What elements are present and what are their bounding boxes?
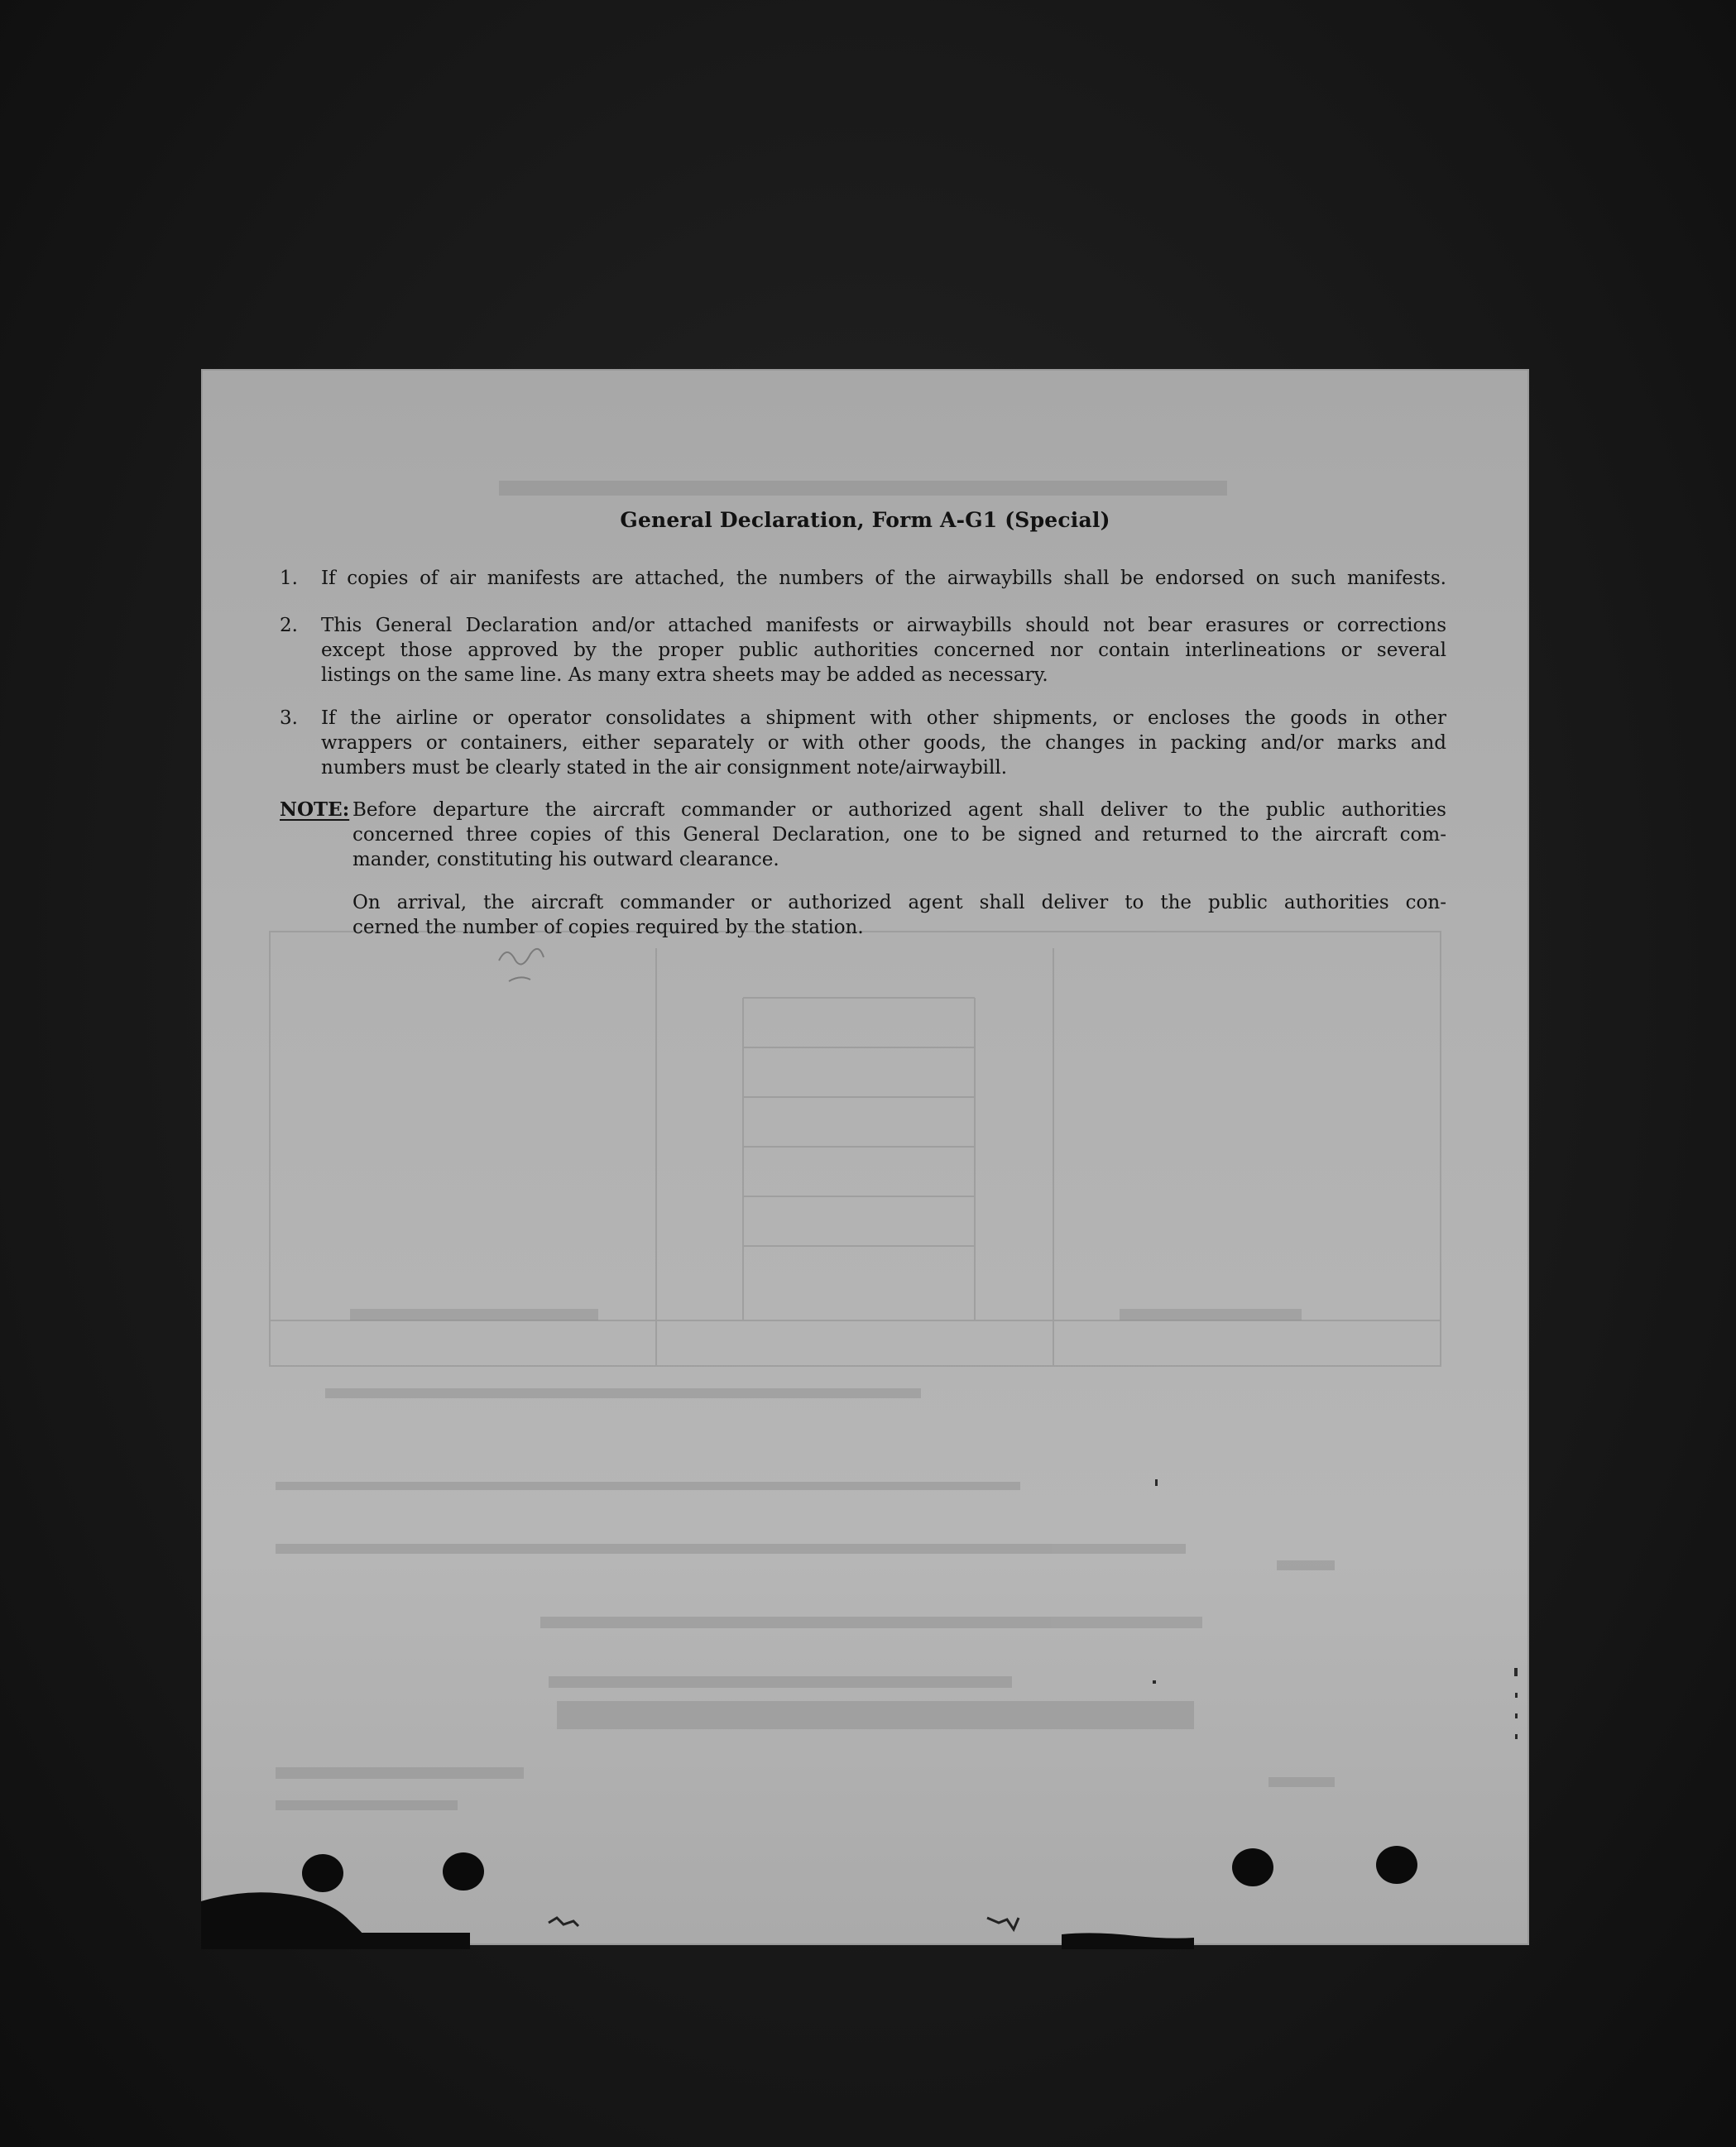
arrival-line: On arrival, the aircraft commander or authorized agent shall deliver to the public authorities con- — [352, 892, 1446, 913]
form-sheet — [201, 369, 1529, 1945]
item-line: wrappers or containers, either separately or with other goods, the changes in packing and/or marks and — [321, 732, 1446, 754]
note-line: concerned three copies of this General Declaration, one to be signed and returned to the aircraft com- — [352, 824, 1446, 846]
punch-hole — [1376, 1846, 1417, 1884]
item-number: 3. — [280, 707, 298, 729]
note-line: mander, constituting his outward clearance. — [352, 849, 779, 870]
punch-hole — [1232, 1848, 1273, 1886]
item-text — [321, 566, 1446, 591]
item-text — [321, 613, 1446, 688]
item-line: If the airline or operator consolidates a shipment with other shipments, or encloses the goods in other — [321, 707, 1446, 729]
arrival-line: cerned the number of copies required by the station. — [352, 917, 864, 938]
item-line: except those approved by the proper public authorities concerned nor contain interlineations or several — [321, 640, 1446, 661]
note-text — [352, 798, 1446, 872]
item-line: numbers must be clearly stated in the air consignment note/airwaybill. — [321, 757, 1008, 779]
item-number: 2. — [280, 615, 298, 636]
form-title: General Declaration, Form A-G1 (Special) — [620, 508, 1110, 532]
bleed-through-texture — [201, 369, 1529, 1945]
item-number: 1. — [280, 568, 298, 589]
torn-bottom-edge — [201, 1883, 1529, 1949]
item-line: This General Declaration and/or attached manifests or airwaybills should not bear erasures or corrections — [321, 615, 1446, 636]
item-line: If copies of air manifests are attached, the numbers of the airwaybills shall be endorsed on such manifests. — [321, 568, 1446, 589]
item-text — [321, 706, 1446, 780]
arrival-text — [352, 890, 1446, 940]
note-label: NOTE: — [280, 798, 350, 821]
note-line: Before departure the aircraft commander or authorized agent shall deliver to the public authorities — [352, 799, 1446, 821]
item-line: listings on the same line. As many extra sheets may be added as necessary. — [321, 664, 1048, 686]
